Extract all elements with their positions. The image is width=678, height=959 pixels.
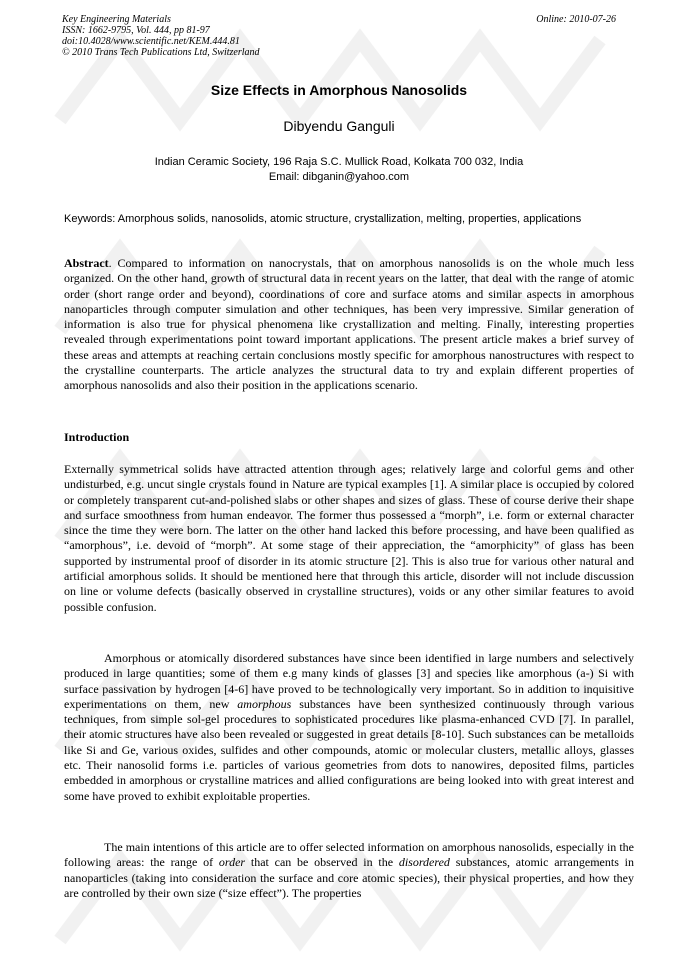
intro-paragraph-2 [64,651,634,804]
paper-title: Size Effects in Amorphous Nanosolids [210,82,468,98]
intro-paragraph-2-part-a: Amorphous or atomically disordered substances have since been identified in large numbers and selectively produced in large quantities; some of them e.g many kinds of glasses [3] and species like amorphous (a-) Si with surface passivation by hydrogen [4-6] have proved to be technologically very important. So in addition to inquisitive experimentations on them, new [64,651,634,711]
introduction-heading: Introduction [64,430,130,444]
abstract-label: Abstract [64,256,109,270]
intro-paragraph-3-part-b: that can be observed in the [245,855,399,870]
journal-issn: ISSN: 1662-9795, Vol. 444, pp 81-97 [62,25,210,36]
affiliation: Indian Ceramic Society, 196 Raja S.C. Mullick Road, Kolkata 700 032, India [154,156,524,168]
journal-name: Key Engineering Materials [62,14,171,25]
online-date: Online: 2010-07-26 [536,14,616,25]
abstract [64,256,634,394]
abstract-text: . Compared to information on nanocrystals, that on amorphous nanosolids is on the whole much less organized. On the other hand, growth of structural data in recent years on the latter, that deal with the range of atomic order (short range order and beyond), coordinations of core and surface atoms and similar aspects in amorphous nanoparticles through computer simulation and other techniques, has been very impressive. Similar generation of information is also true for physical phenomena like crystallization and melting. Finally, interesting properties revealed through experimentations point toward important applications. The present article makes a brief survey of these areas and attempts at reaching certain conclusions mostly specific for amorphous nanostructures with respect to the crystalline counterparts. The article analyzes the structural data to try and explain different properties of amorphous nanosolids and also their position in the applications scenario. [64,256,634,393]
intro-paragraph-3-part-c: substances, atomic arrangements in nanoparticles (taking into consideration the surface and core atomic species), their physical properties, and how they are controlled by their own size (“size effect”). The properties [64,855,634,900]
intro-paragraph-2-part-b: substances have been synthesized continuously through various techniques, from simple sol-gel procedures to sophisticated procedures like plasma-enhanced CVD [7]. In parallel, their atomic structures have also been revealed or suggested in great details [8-10]. Such substances can be metalloids like Si and Ge, various oxides, sulfides and other compounds, atomic or molecular clusters, metallic alloys, glasses etc. Their nanosolid forms i.e. particles of various geometries from dots to nanowires, deposited films, particles embedded in amorphous or crystalline matrices and allied configurations are being looked into with great interest and some have proved to exhibit exploitable properties. [64,696,634,803]
keywords: Keywords: Amorphous solids, nanosolids, atomic structure, crystallization, melting, properties, applications [64,213,582,225]
intro-paragraph-3 [64,840,634,901]
intro-paragraph-3-part-a: The main intentions of this article are to offer selected information on amorphous nanosolids, especially in the following areas: the range of [64,840,634,870]
journal-header [62,14,616,58]
author-affiliation-block [0,155,678,185]
author-name: Dibyendu Ganguli [283,118,395,134]
journal-doi: doi:10.4028/www.scientific.net/KEM.444.81 [62,36,240,47]
intro-paragraph-2-emphasis: amorphous [237,696,292,711]
intro-paragraph-1: Externally symmetrical solids have attracted attention through ages; relatively large and colorful gems and other undisturbed, e.g. uncut single crystals found in Nature are typical examples [1]. A similar place is occupied by colored or completely transparent cut-and-polished slabs or other shapes and sizes of glass. These of course derive their shape and surface smoothness from human endeavor. The former thus possessed a “morph”, i.e. form or external character since the time they were born. The latter on the other hand lacked this before processing, and have been qualified as “amorphous”, i.e. devoid of “morph”. At some stage of their appreciation, the “amorphicity” of glass has been supported by instrumental proof of disorder in its atomic structure [2]. This is also true for various other natural and artificial amorphous solids. It should be mentioned here that through this article, disorder will not include discussion on line or volume defects (basically observed in crystalline structures), voids or any other similar features to avoid possible confusion. [64,462,634,614]
intro-paragraph-3-emphasis-order: order [218,855,246,870]
intro-paragraph-3-emphasis-disordered: disordered [398,855,450,870]
author-email: Email: dibganin@yahoo.com [268,171,410,183]
journal-copyright: © 2010 Trans Tech Publications Ltd, Switzerland [62,47,260,58]
